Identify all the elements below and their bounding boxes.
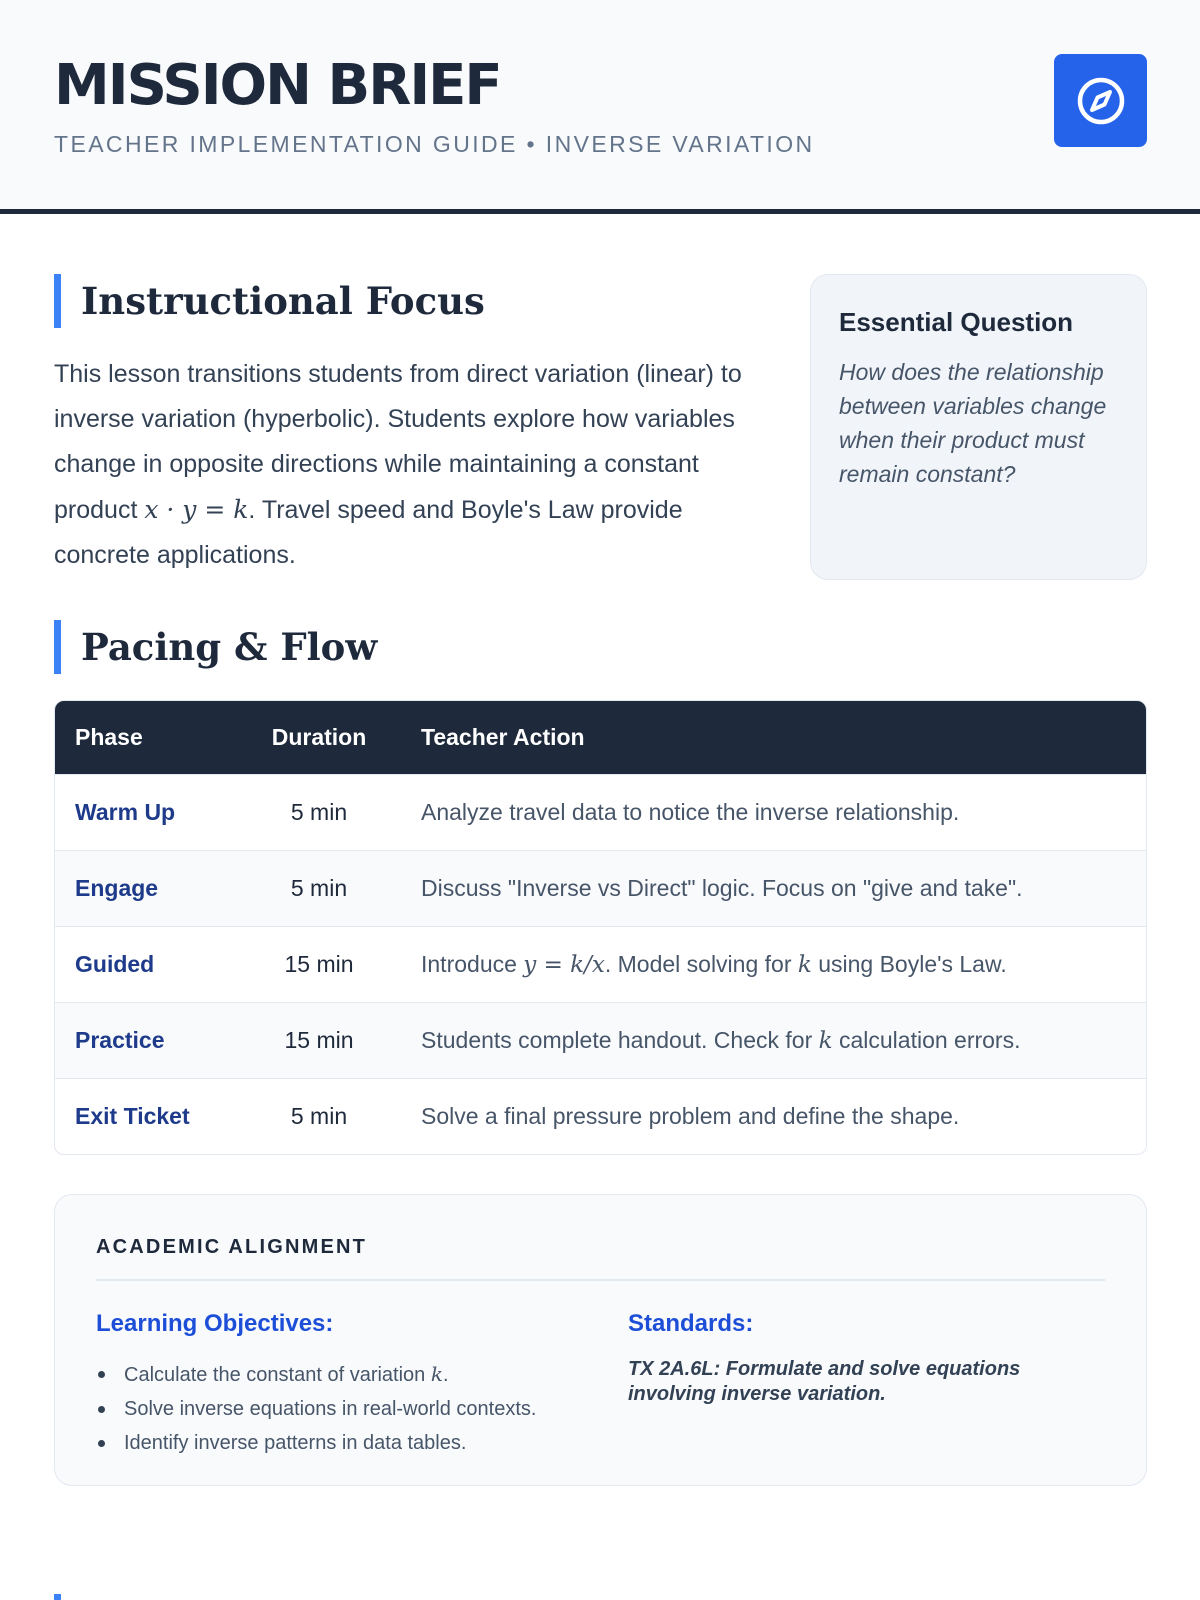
academic-alignment-title: ACADEMIC ALIGNMENT: [96, 1231, 1105, 1281]
next-section-heading-accent: [54, 1594, 61, 1600]
column-header-duration: Duration: [237, 701, 401, 774]
phase-cell: Exit Ticket: [55, 1078, 237, 1154]
action-text: . Model solving for: [604, 951, 798, 977]
action-text: calculation errors.: [832, 1027, 1021, 1053]
table-row: [55, 1002, 1146, 1078]
essential-question-title: Essential Question: [839, 307, 1074, 337]
objectives-list: [96, 1357, 596, 1460]
table-row: [55, 926, 1146, 1002]
action-text: Solve a final pressure problem and define the shape.: [421, 1103, 960, 1129]
phase-cell: Practice: [55, 1002, 237, 1078]
phase-cell: Engage: [55, 850, 237, 926]
constant-k: k: [797, 952, 812, 978]
list-item: [96, 1392, 596, 1426]
teacher-action-cell: [401, 774, 1146, 850]
duration-cell: 15 min: [237, 926, 401, 1002]
column-header-teacher-action: Teacher Action: [401, 701, 1146, 774]
constant-product-formula: x · y = k: [144, 495, 249, 524]
constant-k: k: [430, 1362, 443, 1386]
standards-text: TX 2A.6L: Formulate and solve equations involving inverse variation.: [628, 1358, 1021, 1405]
phase-cell: Warm Up: [55, 774, 237, 850]
objective-text: Identify inverse patterns in data tables.: [124, 1432, 467, 1454]
list-item: [96, 1426, 596, 1460]
page-header: [0, 0, 1200, 214]
instructional-focus-heading: Instructional Focus: [54, 274, 485, 328]
inverse-formula: y = k/x: [523, 952, 605, 978]
compass-glyph: [1075, 75, 1127, 127]
action-text: Introduce: [421, 951, 524, 977]
compass-icon: [1054, 54, 1147, 147]
page-subtitle: TEACHER IMPLEMENTATION GUIDE • INVERSE VARIATION: [54, 131, 815, 157]
duration-cell: 15 min: [237, 1002, 401, 1078]
learning-objectives-title: Learning Objectives:: [96, 1310, 334, 1337]
academic-alignment-card: [54, 1194, 1147, 1486]
table-row: [55, 1078, 1146, 1154]
duration-cell: 5 min: [237, 850, 401, 926]
standards: [628, 1307, 1088, 1407]
column-header-phase: Phase: [55, 701, 237, 774]
objective-text: Solve inverse equations in real-world contexts.: [124, 1398, 537, 1420]
essential-question-card: [810, 274, 1147, 580]
teacher-action-cell: [401, 926, 1146, 1002]
action-text: using Boyle's Law.: [811, 951, 1007, 977]
objective-text-end: .: [442, 1364, 449, 1386]
intro-text: This lesson transitions students from direct variation (linear) to inverse variation (hyperbolic). Students explore how variables change in opposite directions while maintaining a constant product: [54, 360, 742, 524]
constant-k: k: [818, 1028, 833, 1054]
duration-cell: 5 min: [237, 774, 401, 850]
learning-objectives: [96, 1307, 596, 1460]
pacing-flow-heading: Pacing & Flow: [54, 620, 377, 674]
objective-text: Calculate the constant of variation: [124, 1364, 431, 1386]
list-item: [96, 1357, 596, 1392]
essential-question-text: How does the relationship between variables change when their product must remain constant?: [839, 359, 1107, 487]
instructional-focus-paragraph: [54, 352, 764, 578]
page-title: MISSION BRIEF: [54, 53, 501, 118]
duration-cell: 5 min: [237, 1078, 401, 1154]
pacing-table-header-row: [55, 701, 1146, 774]
standards-title: Standards:: [628, 1310, 754, 1337]
action-text: Analyze travel data to notice the inverse relationship.: [421, 799, 960, 825]
teacher-action-cell: [401, 850, 1146, 926]
teacher-action-cell: [401, 1002, 1146, 1078]
phase-cell: Guided: [55, 926, 237, 1002]
intro-text-end: . Travel speed and Boyle's Law provide concrete applications.: [54, 496, 683, 569]
action-text: Students complete handout. Check for: [421, 1027, 819, 1053]
action-text: Discuss "Inverse vs Direct" logic. Focus on "give and take".: [421, 875, 1023, 901]
teacher-action-cell: [401, 1078, 1146, 1154]
table-row: [55, 774, 1146, 850]
table-row: [55, 850, 1146, 926]
pacing-table: [54, 700, 1147, 1155]
